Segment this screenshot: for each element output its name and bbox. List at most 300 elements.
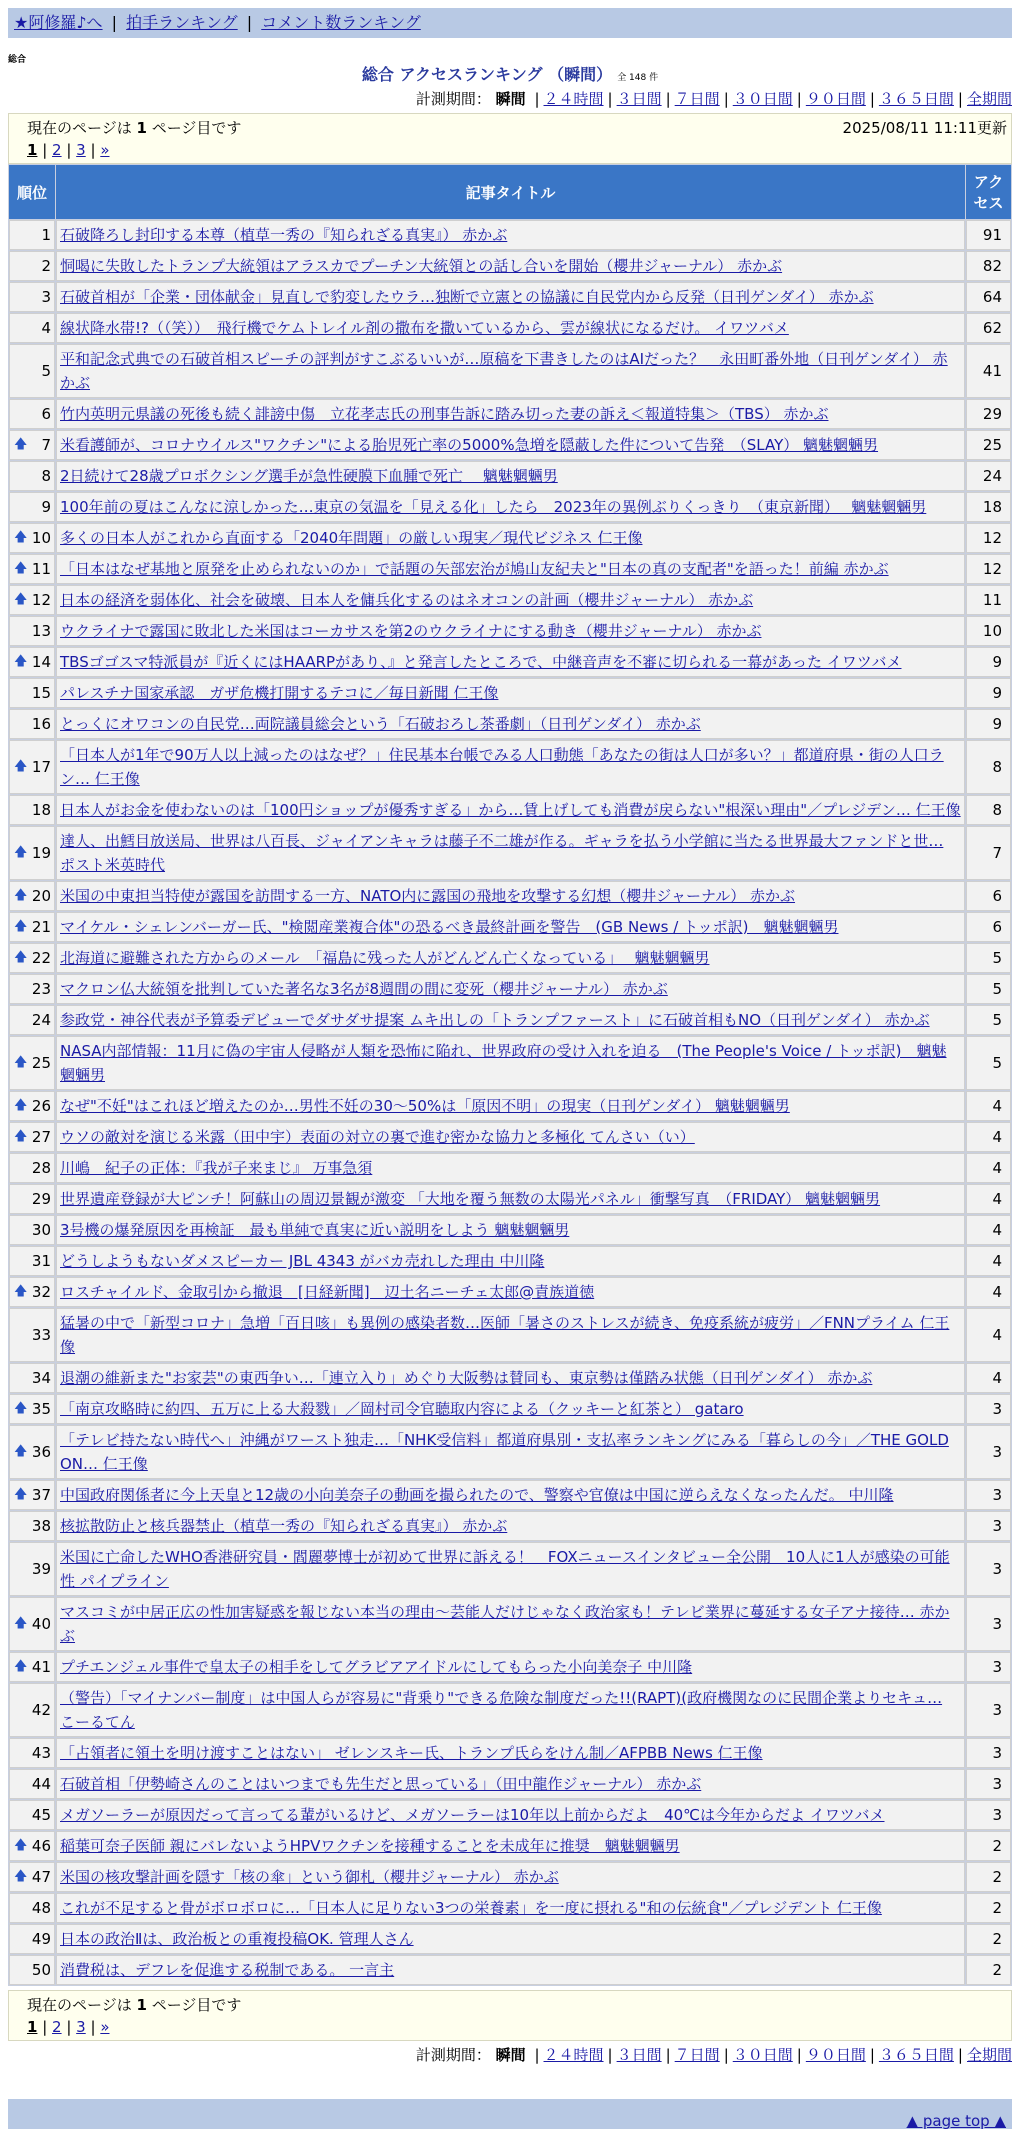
up-arrow-icon: 🡅 [14, 1444, 28, 1459]
access-count: 4 [966, 1153, 1011, 1183]
title-cell [56, 1308, 965, 1362]
table-row [9, 1425, 1011, 1479]
rank-cell [9, 585, 55, 615]
rank-cell [9, 1597, 55, 1651]
rank-number: 47 [31, 1868, 51, 1886]
rank-cell [9, 554, 55, 584]
access-count: 4 [966, 1277, 1011, 1307]
rank-cell [9, 740, 55, 794]
page-top-link[interactable]: ▲ page top ▲ [906, 2112, 1006, 2130]
article-link[interactable]: マスコミが中居正広の性加害疑惑を報じない本当の理由～芸能人だけじゃなく政治家も！テレビ業界に蔓延する女子アナ接待… 赤かぶ [60, 1603, 950, 1645]
access-count: 4 [966, 1122, 1011, 1152]
rank-cell [9, 220, 55, 250]
table-row [9, 1394, 1011, 1424]
access-count: 2 [966, 1893, 1011, 1923]
table-row [9, 1800, 1011, 1830]
rank-cell [9, 1122, 55, 1152]
title-cell [56, 461, 965, 491]
rank-number: 28 [31, 1159, 51, 1177]
title-cell [56, 1683, 965, 1737]
rank-cell [9, 461, 55, 491]
period-label: 計測期間： [415, 90, 491, 108]
article-link[interactable]: ウクライナで露国に敗北した米国はコーカサスを第2のウクライナにする動き（櫻井ジャーナル） 赤かぶ [60, 622, 762, 640]
rank-cell [9, 1277, 55, 1307]
access-count: 3 [966, 1769, 1011, 1799]
article-link[interactable]: 竹内英明元県議の死後も続く誹謗中傷 立花孝志氏の刑事告訴に踏み切った妻の訴え＜報道特集＞（TBS） 赤かぶ [60, 405, 829, 423]
rank-number: 16 [31, 715, 51, 733]
table-row [9, 1308, 1011, 1362]
period-separator: | [723, 2046, 729, 2064]
rank-cell [9, 1924, 55, 1954]
rank-number: 5 [41, 362, 51, 380]
rank-number: 14 [31, 653, 51, 671]
title-cell [56, 1122, 965, 1152]
pager-separator: | [61, 141, 77, 159]
period-link[interactable]: ７日間 [674, 90, 720, 108]
access-count: 3 [966, 1683, 1011, 1737]
period-link[interactable]: ９０日間 [805, 90, 866, 108]
rank-cell [9, 344, 55, 398]
table-row [9, 616, 1011, 646]
title-cell [56, 554, 965, 584]
title-cell [56, 1394, 965, 1424]
table-row [9, 1683, 1011, 1737]
clap-ranking-link[interactable]: 拍手ランキング [126, 13, 238, 32]
rank-number: 49 [31, 1930, 51, 1948]
article-link[interactable]: ロスチャイルド、金取引から撤退 [日経新聞] 辺土名ニーチェ太郎@責族道徳 [60, 1283, 595, 1301]
title-cell [56, 492, 965, 522]
category-label: 総合 [8, 55, 27, 65]
rank-cell [9, 282, 55, 312]
article-link[interactable]: 中国政府関係者に今上天皇と12歳の小向美奈子の動画を撮られたので、警察や官僚は中国に逆らえなくなったんだ。 中川隆 [60, 1486, 894, 1504]
rank-cell [9, 1893, 55, 1923]
rank-cell [9, 251, 55, 281]
title-cell [56, 523, 965, 553]
title-cell [56, 647, 965, 677]
article-link[interactable]: 100年前の夏はこんなに涼しかった…東京の気温を「見える化」したら 2023年の異例ぶりくっきり （東京新聞） 魑魅魍魎男 [60, 498, 927, 516]
rank-cell [9, 1769, 55, 1799]
title-cell [56, 1246, 965, 1276]
access-count: 2 [966, 1862, 1011, 1892]
article-link[interactable]: 稲葉可奈子医師 親にバレないようHPVワクチンを接種することを未成年に推奨 魑魅魍魎男 [60, 1837, 680, 1855]
article-link[interactable]: 線状降水帯!?（（笑）） 飛行機でケムトレイル剤の撒布を撒いているから、雲が線状になるだけ。 イワツバメ [60, 319, 789, 337]
table-row [9, 1955, 1011, 1985]
table-row [9, 740, 1011, 794]
rank-cell [9, 1683, 55, 1737]
title-cell [56, 974, 965, 1004]
period-link[interactable]: ３６５日間 [878, 90, 954, 108]
rank-number: 39 [31, 1560, 51, 1578]
title-cell [56, 1831, 965, 1861]
article-link[interactable]: 2日続けて28歳プロボクシング選手が急性硬膜下血腫で死亡 魑魅魍魎男 [60, 467, 558, 485]
period-link[interactable]: ２４時間 [543, 2046, 604, 2064]
title-cell [56, 826, 965, 880]
pager-next-link[interactable]: » [100, 2018, 110, 2036]
access-count: 2 [966, 1955, 1011, 1985]
pager-page-link[interactable]: 2 [52, 2018, 62, 2036]
rank-number: 48 [31, 1899, 51, 1917]
rank-cell [9, 678, 55, 708]
article-link[interactable]: 日本の経済を弱体化、社会を破壊、日本人を傭兵化するのはネオコンの計画（櫻井ジャーナル） 赤かぶ [60, 591, 754, 609]
access-count: 4 [966, 1308, 1011, 1362]
article-link[interactable]: 川嶋 紀子の正体：『我が子来まじ』 万事急須 [60, 1159, 373, 1177]
rank-cell [9, 1511, 55, 1541]
article-link[interactable]: 「日本はなぜ基地と原発を止められないのか」で話題の矢部宏治が鳩山友紀夫と"日本の真の支配者"を語った！前編 赤かぶ [60, 560, 889, 578]
pager-separator: | [61, 2018, 77, 2036]
table-row [9, 1277, 1011, 1307]
rank-number: 11 [31, 560, 51, 578]
rank-number: 45 [31, 1806, 51, 1824]
rank-number: 18 [31, 801, 51, 819]
article-link[interactable]: これが不足すると骨がボロボロに…「日本人に足りない3つの栄養素」を一度に摂れる"和の伝統食"／プレジデント 仁王像 [60, 1899, 882, 1917]
rank-number: 3 [41, 288, 51, 306]
rank-number: 36 [31, 1443, 51, 1461]
access-count: 3 [966, 1480, 1011, 1510]
table-row [9, 943, 1011, 973]
rank-cell [9, 943, 55, 973]
updated-timestamp: 2025/08/11 11:11更新 [842, 119, 1007, 137]
access-count: 3 [966, 1542, 1011, 1596]
article-link[interactable]: 消費税は、デフレを促進する税制である。 一言主 [60, 1961, 395, 1979]
title-cell [56, 1542, 965, 1596]
rank-number: 13 [31, 622, 51, 640]
title-cell [56, 740, 965, 794]
rank-number: 7 [41, 436, 51, 454]
col-header-rank: 順位 [9, 165, 55, 219]
article-link[interactable]: ウソの敵対を演じる米露（田中宇）表面の対立の裏で進む密かな協力と多極化 てんさい（い） [60, 1128, 695, 1146]
page-info-box-top [8, 113, 1012, 164]
rank-cell [9, 709, 55, 739]
pager-page-link[interactable]: 3 [76, 141, 86, 159]
period-link[interactable]: ９０日間 [805, 2046, 866, 2064]
article-link[interactable]: 米国の核攻撃計画を隠す「核の傘」という御札（櫻井ジャーナル） 赤かぶ [60, 1868, 559, 1886]
rank-cell [9, 912, 55, 942]
access-count: 8 [966, 795, 1011, 825]
access-count: 62 [966, 313, 1011, 343]
title-cell [56, 251, 965, 281]
table-row [9, 1862, 1011, 1892]
table-row [9, 344, 1011, 398]
access-count: 3 [966, 1511, 1011, 1541]
title-cell [56, 1862, 965, 1892]
article-link[interactable]: 参政党・神谷代表が予算委デビューでダサダサ提案 ムキ出しの「トランプファースト」に石破首相もNO（日刊ゲンダイ） 赤かぶ [60, 1011, 930, 1029]
title-cell [56, 1425, 965, 1479]
table-row [9, 795, 1011, 825]
rank-number: 30 [31, 1221, 51, 1239]
nav-separator: | [246, 13, 253, 32]
up-arrow-icon: 🡅 [14, 759, 28, 774]
pager-page-link[interactable]: 3 [76, 2018, 86, 2036]
article-link[interactable]: 北海道に避難された方からのメール 「福島に残った人がどんどん亡くなっている」 魑魅魍魎男 [60, 949, 710, 967]
rank-cell [9, 1036, 55, 1090]
article-link[interactable]: TBSゴゴスマ特派員が『近くにはHAARPがあり、』と発言したところで、中継音声を不審に切られる一幕があった イワツバメ [60, 653, 902, 671]
rank-cell [9, 795, 55, 825]
table-row [9, 1036, 1011, 1090]
article-link[interactable]: メガソーラーが原因だって言ってる輩がいるけど、メガソーラーは10年以上前からだよ 40℃は今年からだよ イワツバメ [60, 1806, 885, 1824]
article-link[interactable]: 猛暑の中で「新型コロナ」急増「百日咳」も異例の感染者数…医師「暑さのストレスが続き、免疫系統が疲労」／FNNプライム 仁王像 [60, 1314, 950, 1356]
title-cell [56, 282, 965, 312]
up-arrow-icon: 🡅 [14, 437, 28, 452]
table-row [9, 1831, 1011, 1861]
rank-cell [9, 974, 55, 1004]
period-separator: | [869, 2046, 875, 2064]
access-count: 2 [966, 1924, 1011, 1954]
period-separator: | [534, 90, 540, 108]
title-cell [56, 678, 965, 708]
table-row [9, 1738, 1011, 1768]
rank-number: 10 [31, 529, 51, 547]
period-separator: | [957, 2046, 963, 2064]
article-link[interactable]: 日本人がお金を使わないのは「100円ショップが優秀すぎる」から…賃上げしても消費が戻らない"根深い理由"／プレジデン… 仁王像 [60, 801, 961, 819]
access-count: 8 [966, 740, 1011, 794]
access-count: 29 [966, 399, 1011, 429]
article-link[interactable]: 「日本人が1年で90万人以上減ったのはなぜ？」住民基本台帳でみる人口動態「あなたの街は人口が多い？」都道府県・街の人口ラン… 仁王像 [60, 746, 944, 788]
rank-cell [9, 1480, 55, 1510]
period-separator: | [607, 2046, 613, 2064]
page-info-suffix: ページ目です [151, 1996, 242, 2014]
rank-cell [9, 826, 55, 880]
table-row [9, 399, 1011, 429]
rank-number: 43 [31, 1744, 51, 1762]
rank-cell [9, 1005, 55, 1035]
table-row [9, 647, 1011, 677]
title-cell [56, 1769, 965, 1799]
title-cell [56, 1652, 965, 1682]
period-link[interactable]: ３日間 [616, 2046, 662, 2064]
access-count: 4 [966, 1184, 1011, 1214]
article-link[interactable]: パレスチナ国家承認 ガザ危機打開するテコに／毎日新聞 仁王像 [60, 684, 499, 702]
article-link[interactable]: なぜ"不妊"はこれほど増えたのか…男性不妊の30～50%は「原因不明」の現実（日刊ゲンダイ） 魑魅魍魎男 [60, 1097, 790, 1115]
title-cell [56, 585, 965, 615]
rank-number: 6 [41, 405, 51, 423]
table-row [9, 492, 1011, 522]
rank-cell [9, 1246, 55, 1276]
period-separator: | [534, 2046, 540, 2064]
title-cell [56, 795, 965, 825]
table-row [9, 1511, 1011, 1541]
article-link[interactable]: とっくにオワコンの自民党…両院議員総会という「石破おろし茶番劇」（日刊ゲンダイ） 赤かぶ [60, 715, 701, 733]
table-row [9, 1480, 1011, 1510]
rank-number: 40 [31, 1615, 51, 1633]
rank-cell [9, 1542, 55, 1596]
rank-number: 32 [31, 1283, 51, 1301]
access-count: 7 [966, 826, 1011, 880]
pager-page-link[interactable]: 2 [52, 141, 62, 159]
comment-ranking-link[interactable]: コメント数ランキング [261, 13, 421, 32]
access-count: 9 [966, 678, 1011, 708]
period-link[interactable]: ７日間 [674, 2046, 720, 2064]
rank-cell [9, 881, 55, 911]
access-count: 9 [966, 647, 1011, 677]
article-link[interactable]: 石破降ろし封印する本尊（植草一秀の『知られざる真実』） 赤かぶ [60, 226, 508, 244]
period-separator: | [665, 90, 671, 108]
title-cell [56, 912, 965, 942]
table-row [9, 1153, 1011, 1183]
rank-number: 38 [31, 1517, 51, 1535]
pager-bottom [27, 2017, 993, 2037]
rank-number: 12 [31, 591, 51, 609]
rank-number: 41 [31, 1658, 51, 1676]
rank-cell [9, 1652, 55, 1682]
up-arrow-icon: 🡅 [14, 654, 28, 669]
article-link[interactable]: 多くの日本人がこれから直面する「2040年問題」の厳しい現実／現代ビジネス 仁王像 [60, 529, 643, 547]
rank-cell [9, 1153, 55, 1183]
title-cell [56, 616, 965, 646]
page-info-number: 1 [136, 1996, 147, 2014]
rank-cell [9, 1308, 55, 1362]
rank-number: 1 [41, 226, 51, 244]
access-count: 24 [966, 461, 1011, 491]
page-info-prefix: 現在のページは [27, 1996, 132, 2014]
access-count: 5 [966, 943, 1011, 973]
table-row [9, 709, 1011, 739]
table-row [9, 1122, 1011, 1152]
article-link[interactable]: 米看護師が、コロナウイルス"ワクチン"による胎児死亡率の5000%急増を隠蔽した件について告発 （SLAY） 魑魅魍魎男 [60, 436, 879, 454]
table-row [9, 523, 1011, 553]
rank-number: 50 [31, 1961, 51, 1979]
article-link[interactable]: 米国の中東担当特使が露国を訪問する一方、NATO内に露国の飛地を攻撃する幻想（櫻井ジャーナル） 赤かぶ [60, 887, 796, 905]
table-row [9, 912, 1011, 942]
table-row [9, 974, 1011, 1004]
rank-cell [9, 1425, 55, 1479]
article-link[interactable]: 核拡散防止と核兵器禁止（植草一秀の『知られざる真実』） 赤かぶ [60, 1517, 508, 1535]
table-row [9, 220, 1011, 250]
article-link[interactable]: 3号機の爆発原因を再検証 最も単純で真実に近い説明をしよう 魑魅魍魎男 [60, 1221, 570, 1239]
access-count: 3 [966, 1425, 1011, 1479]
title-cell [56, 1955, 965, 1985]
rank-cell [9, 492, 55, 522]
title-cell [56, 1005, 965, 1035]
article-link[interactable]: 石破首相「伊勢崎さんのことはいつまでも先生だと思っている」（田中龍作ジャーナル） 赤かぶ [60, 1775, 702, 1793]
rank-cell [9, 616, 55, 646]
rank-number: 33 [31, 1326, 51, 1344]
article-link[interactable]: （警告）「マイナンバー制度」は中国人らが容易に"背乗り"できる危険な制度だった!!(RAPT)(政府機関なのに民間企業よりセキュ… こーるてん [60, 1689, 943, 1731]
access-count: 6 [966, 912, 1011, 942]
article-link[interactable]: 「南京攻略時に約四、五万に上る大殺戮」／岡村司令官聴取内容による（クッキーと紅茶と） gataro [60, 1400, 744, 1418]
table-row [9, 826, 1011, 880]
rank-number: 27 [31, 1128, 51, 1146]
article-link[interactable]: 平和記念式典での石破首相スピーチの評判がすこぶるいいが…原稿を下書きしたのはAIだった？ 永田町番外地（日刊ゲンダイ） 赤かぶ [60, 350, 948, 392]
col-header-title: 記事タイトル [56, 165, 965, 219]
table-row [9, 430, 1011, 460]
table-row [9, 1769, 1011, 1799]
access-count: 2 [966, 1831, 1011, 1861]
period-link[interactable]: ３０日間 [732, 90, 793, 108]
access-count: 12 [966, 523, 1011, 553]
article-link[interactable]: 退潮の維新また"お家芸"の東西争い…「連立入り」めぐり大阪勢は賛同も、東京勢は僅踏み状態（日刊ゲンダイ） 赤かぶ [60, 1369, 873, 1387]
period-separator: | [607, 90, 613, 108]
table-row [9, 1652, 1011, 1682]
title-cell [56, 1091, 965, 1121]
access-count: 3 [966, 1394, 1011, 1424]
access-count: 41 [966, 344, 1011, 398]
article-link[interactable]: 「占領者に領土を明け渡すことはない」 ゼレンスキー氏、トランプ氏らをけん制／AFPBB News 仁王像 [60, 1744, 763, 1762]
period-separator: | [869, 90, 875, 108]
pager-separator: | [85, 2018, 101, 2036]
article-link[interactable]: どうしようもないダメスピーカー JBL 4343 がバカ売れした理由 中川隆 [60, 1252, 545, 1270]
rank-number: 35 [31, 1400, 51, 1418]
rank-number: 31 [31, 1252, 51, 1270]
article-link[interactable]: 米国に亡命したWHO香港研究員・閻麗夢博士が初めて世界に訴える！ FOXニュースインタビュー全公開 10人に1人が感染の可能性 パイプライン [60, 1548, 950, 1590]
table-row [9, 1363, 1011, 1393]
article-link[interactable]: 達人、出鱈目放送局、世界は八百長、ジャイアンキャラは藤子不二雄が作る。ギャラを払う小学館に当たる世界最大ファンドと世… ポスト米英時代 [60, 832, 944, 874]
period-link[interactable]: 全期間 [966, 2046, 1012, 2064]
article-link[interactable]: マクロン仏大統領を批判していた著名な3名が8週間の間に変死（櫻井ジャーナル） 赤かぶ [60, 980, 668, 998]
period-link[interactable]: 全期間 [966, 90, 1012, 108]
item-count: 全 148 件 [617, 73, 659, 83]
rank-number: 22 [31, 949, 51, 967]
title-cell [56, 1184, 965, 1214]
table-row [9, 282, 1011, 312]
article-link[interactable]: プチエンジェル事件で皇太子の相手をしてグラビアアイドルにしてもらった小向美奈子 中川隆 [60, 1658, 693, 1676]
access-count: 11 [966, 585, 1011, 615]
access-count: 10 [966, 616, 1011, 646]
table-row [9, 251, 1011, 281]
access-count: 4 [966, 1363, 1011, 1393]
access-count: 4 [966, 1246, 1011, 1276]
title-cell [56, 313, 965, 343]
col-header-access: アクセス [966, 165, 1011, 219]
article-link[interactable]: NASA内部情報：11月に偽の宇宙人侵略が人類を恐怖に陥れ、世界政府の受け入れを迫る (The People's Voice / トッポ訳) 魑魅魍魎男 [60, 1042, 947, 1084]
access-count: 3 [966, 1652, 1011, 1682]
pager-next-link[interactable]: » [100, 141, 110, 159]
period-link[interactable]: ３０日間 [732, 2046, 793, 2064]
period-link[interactable]: ２４時間 [543, 90, 604, 108]
page-info-suffix: ページ目です [151, 119, 242, 137]
up-arrow-icon: 🡅 [14, 530, 28, 545]
title-cell [56, 943, 965, 973]
period-current: 瞬間 [495, 90, 526, 108]
article-link[interactable]: マイケル・シェレンバーガー氏、"検閲産業複合体"の恐るべき最終計画を警告 (GB News / トッポ訳) 魑魅魍魎男 [60, 918, 839, 936]
article-link[interactable]: 日本の政治Ⅱは、政治板との重複投稿OK. 管理人さん [60, 1930, 414, 1948]
up-arrow-icon: 🡅 [14, 1869, 28, 1884]
table-row [9, 1091, 1011, 1121]
table-row [9, 313, 1011, 343]
up-arrow-icon: 🡅 [14, 1055, 28, 1070]
access-count: 9 [966, 709, 1011, 739]
up-arrow-icon: 🡅 [14, 1401, 28, 1416]
article-link[interactable]: 石破首相が「企業・団体献金」見直しで豹変したウラ…独断で立憲との協議に自民党内から反発（日刊ゲンダイ） 赤かぶ [60, 288, 874, 306]
article-link[interactable]: 恫喝に失敗したトランプ大統領はアラスカでプーチン大統領との話し合いを開始（櫻井ジャーナル） 赤かぶ [60, 257, 783, 275]
rank-cell [9, 1862, 55, 1892]
access-count: 5 [966, 974, 1011, 1004]
rank-cell [9, 1955, 55, 1985]
rank-number: 24 [31, 1011, 51, 1029]
up-arrow-icon: 🡅 [14, 950, 28, 965]
rank-cell [9, 1091, 55, 1121]
up-arrow-icon: 🡅 [14, 1659, 28, 1674]
rank-number: 46 [31, 1837, 51, 1855]
access-count: 25 [966, 430, 1011, 460]
rank-number: 4 [41, 319, 51, 337]
access-count: 6 [966, 881, 1011, 911]
rank-number: 8 [41, 467, 51, 485]
up-arrow-icon: 🡅 [14, 1616, 28, 1631]
access-count: 82 [966, 251, 1011, 281]
access-count: 5 [966, 1036, 1011, 1090]
access-count: 64 [966, 282, 1011, 312]
article-link[interactable]: 「テレビ持たない時代へ」沖縄がワースト独走…「NHK受信料」都道府県別・支払率ランキングにみる「暮らしの今」／THE GOLD ON… 仁王像 [60, 1431, 949, 1473]
table-row [9, 1597, 1011, 1651]
up-arrow-icon: 🡅 [14, 919, 28, 934]
period-separator: | [796, 2046, 802, 2064]
period-link[interactable]: ３６５日間 [878, 2046, 954, 2064]
period-link[interactable]: ３日間 [616, 90, 662, 108]
rank-cell [9, 399, 55, 429]
article-link[interactable]: 世界遺産登録が大ピンチ！阿蘇山の周辺景観が激変 「大地を覆う無数の太陽光パネル」衝撃写真 （FRIDAY） 魑魅魍魎男 [60, 1190, 881, 1208]
rank-cell [9, 1363, 55, 1393]
home-link[interactable]: ★阿修羅♪へ [14, 13, 103, 32]
